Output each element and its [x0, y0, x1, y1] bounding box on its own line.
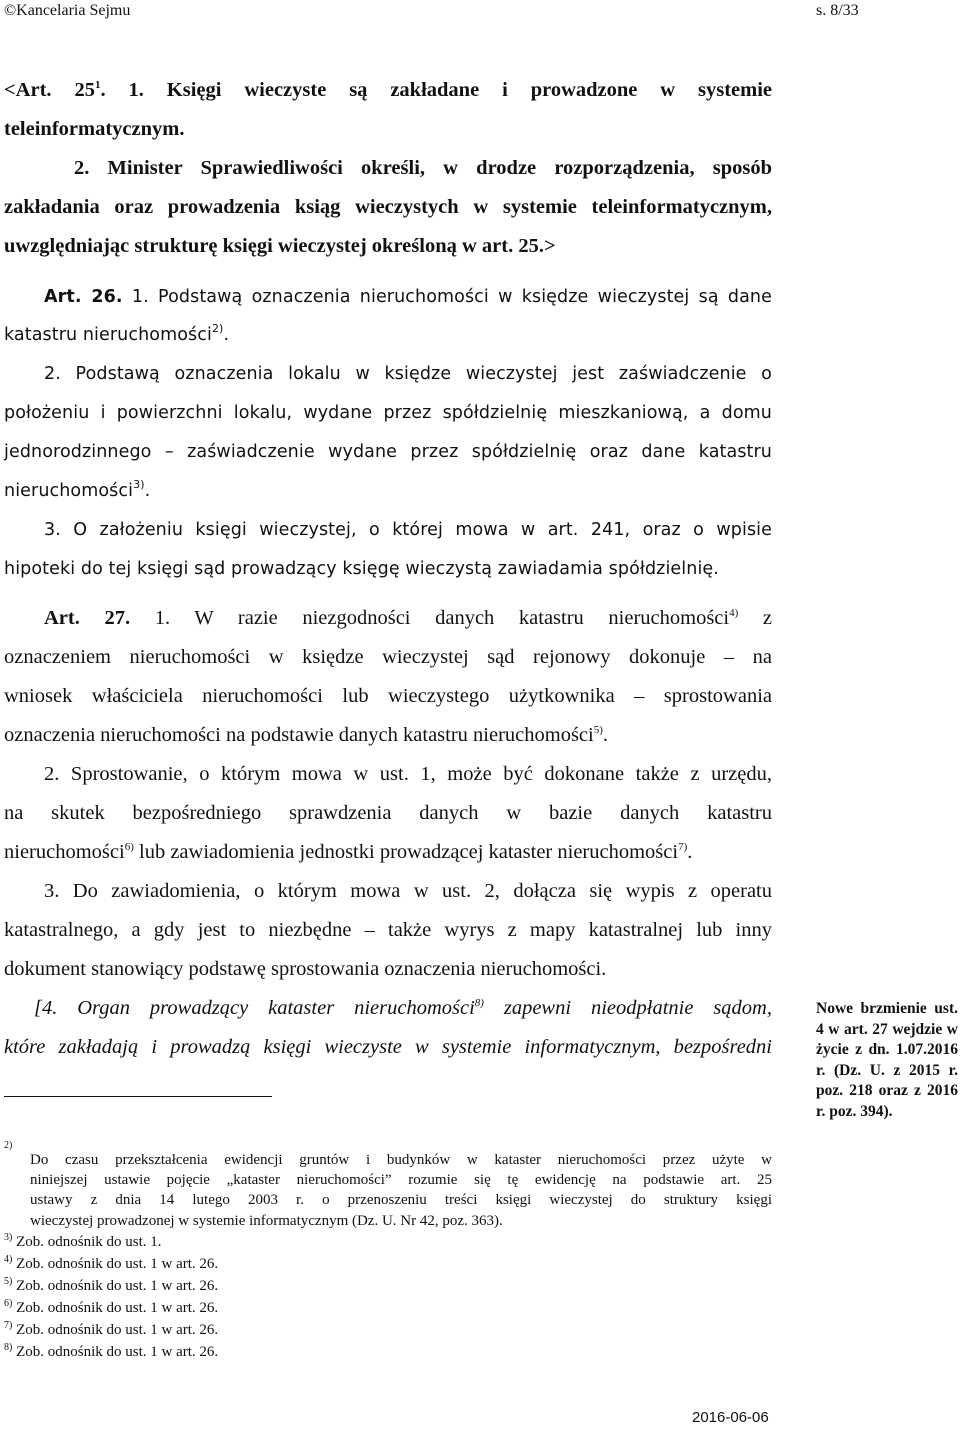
art-27-line-7: nieruchomości$^{6)}$ lub zawiadomienia jednostki prowadzącej kataster nieruchomości$^{7)}$. — [4, 841, 693, 863]
art-27-line-4: oznaczenia nieruchomości na podstawie danych katastru nieruchomości$^{5)}$. — [4, 724, 609, 746]
header-page-number: s. 8/33 — [816, 2, 859, 19]
footer-date: 2016-06-06 — [692, 1409, 769, 1426]
footnote-2-line-2: niniejszej ustawie pojęcie „kataster nieruchomości” rozumie się tę ewidencję na podstawie art. 25 — [30, 1172, 772, 1188]
art-25-1-line-5: uwzględniając strukturę księgi wieczystej określoną w art. 25.> — [4, 235, 556, 257]
footnote-7: $^{7)}$ Zob. odnośnik do ust. 1 w art. 26. — [4, 1320, 219, 1338]
art-27-line-8: 3. Do zawiadomienia, o którym mowa w ust. 2, dołącza się wypis z operatu — [44, 880, 772, 902]
art-26-line-8: hipoteki do tej księgi sąd prowadzący księgę wieczystą zawiadamia spółdzielnię. — [4, 559, 719, 579]
footnote-8: $^{8)}$ Zob. odnośnik do ust. 1 w art. 26. — [4, 1342, 219, 1360]
art-26-line-2: katastru nieruchomości$^{2)}$. — [4, 322, 230, 345]
art-27-line-6: na skutek bezpośredniego sprawdzenia danych w bazie danych katastru — [4, 802, 772, 824]
art-27-line-2: oznaczeniem nieruchomości w księdze wieczystej sąd rejonowy dokonuje – na — [4, 646, 772, 668]
footnote-2-number: 2) — [4, 1140, 13, 1151]
art-25-1-line-2: teleinformatycznym. — [4, 118, 185, 140]
footnote-2-line-3: ustawy z dnia 14 lutego 2003 r. o przenoszeniu treści księgi wieczystej do struktury księgi — [30, 1192, 772, 1208]
footnote-5: $^{5)}$ Zob. odnośnik do ust. 1 w art. 26. — [4, 1276, 219, 1294]
art-27-line-12: które zakładają i prowadzą księgi wieczyste w systemie informatycznym, bezpośredni — [4, 1036, 772, 1058]
art-27-line-11: [4. Organ prowadzący kataster nieruchomości$^{8)}$ zapewni nieodpłatnie sądom, — [34, 997, 772, 1019]
footnote-3: $^{3)}$ Zob. odnośnik do ust. 1. — [4, 1232, 162, 1250]
art-25-1-line-1: <Art. $25^1$. 1. Księgi wieczyste są zakładane i prowadzone w systemie — [4, 79, 772, 101]
footnote-6: $^{6)}$ Zob. odnośnik do ust. 1 w art. 26. — [4, 1298, 219, 1316]
art-26-line-4: położeniu i powierzchni lokalu, wydane przez spółdzielnię mieszkaniową, a domu — [4, 403, 772, 423]
art-27-line-5: 2. Sprostowanie, o którym mowa w ust. 1, może być dokonane także z urzędu, — [44, 763, 772, 785]
art-27-line-1: Art. 27. 1. W razie niezgodności danych katastru nieruchomości$^{4)}$ z — [44, 607, 772, 629]
margin-note: Nowe brzmienie ust. 4 w art. 27 wejdzie w życie z dn. 1.07.2016 r. (Dz. U. z 2015 r. poz. 218 oraz z 2016 r. poz. 394). — [816, 1000, 958, 1120]
art-26-line-1: Art. 26. 1. Podstawą oznaczenia nieruchomości w księdze wieczystej są dane — [44, 287, 772, 307]
art-26-line-6: nieruchomości$^{3)}$. — [4, 478, 151, 501]
art-27-line-3: wniosek właściciela nieruchomości lub wieczystego użytkownika – sprostowania — [4, 685, 772, 707]
art-27-line-9: katastralnego, a gdy jest to niezbędne – także wyrys z mapy katastralnej lub inny — [4, 919, 772, 941]
footnote-4: $^{4)}$ Zob. odnośnik do ust. 1 w art. 26. — [4, 1254, 219, 1272]
art-26-line-3: 2. Podstawą oznaczenia lokalu w księdze wieczystej jest zaświadczenie o — [44, 364, 772, 384]
art-27-line-10: dokument stanowiący podstawę sprostowania oznaczenia nieruchomości. — [4, 958, 607, 980]
art-25-1-line-4: zakładania oraz prowadzenia ksiąg wieczystych w systemie teleinformatycznym, — [4, 196, 772, 218]
art-26-line-7: 3. O założeniu księgi wieczystej, o której mowa w art. 241, oraz o wpisie — [44, 520, 772, 540]
footnote-2-line-1: Do czasu przekształcenia ewidencji gruntów i budynków w kataster nieruchomości przez użyte w — [30, 1152, 772, 1168]
art-25-1-line-3: 2. Minister Sprawiedliwości określi, w drodze rozporządzenia, sposób — [74, 157, 772, 179]
header-publisher: ©Kancelaria Sejmu — [4, 2, 131, 19]
art-26-line-5: jednorodzinnego – zaświadczenie wydane przez spółdzielnię oraz dane katastru — [4, 442, 772, 462]
footnote-2-line-4: wieczystej prowadzonej w systemie informatycznym (Dz. U. Nr 42, poz. 363). — [30, 1213, 503, 1229]
footnote-separator — [4, 1096, 272, 1097]
